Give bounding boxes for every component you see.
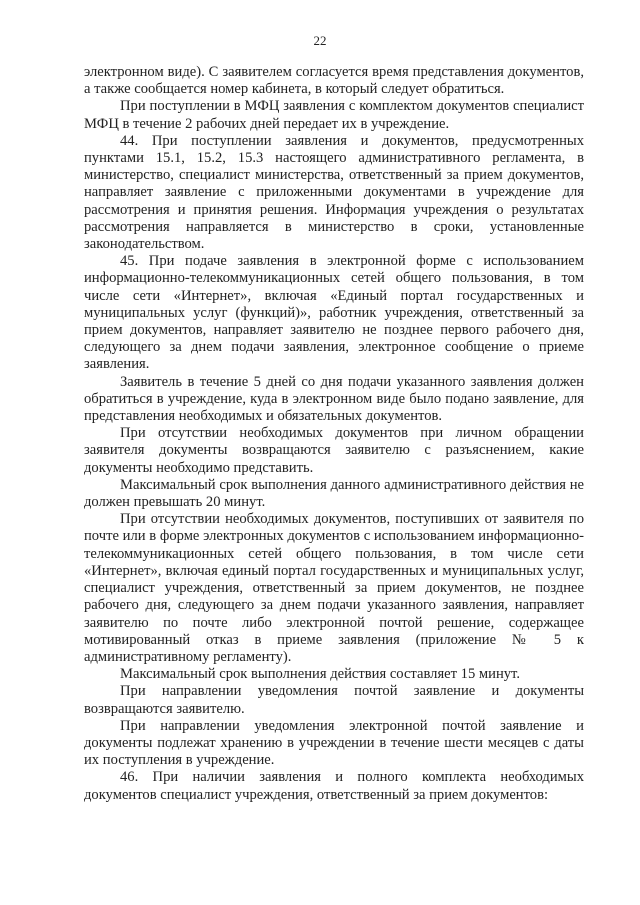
paragraph-46: 46. При наличии заявления и полного комплекта необходимых документов специалист учреждения, ответственный за прием документов: (84, 769, 584, 803)
paragraph-continuation: электронном виде). С заявителем согласуется время представления документов, а также сообщается номер кабинета, в который следует обратиться. (84, 64, 584, 98)
paragraph-missing-docs-personal: При отсутствии необходимых документов при личном обращении заявителя документы возвращаются заявителю с разъяснением, какие документы необходимо представить. (84, 425, 584, 476)
page-number: 22 (313, 33, 327, 48)
paragraph-email-notice: При направлении уведомления электронной почтой заявление и документы подлежат хранению в учреждении в течение шести месяцев с даты их поступления в учреждение. (84, 717, 584, 769)
paragraph-applicant-5-days: Заявитель в течение 5 дней со дня подачи указанного заявления должен обратиться в учреждение, куда в электронном виде было подано заявление, для представления необходимых и обязательных документов. (84, 373, 584, 425)
paragraph-missing-docs-mail: При отсутствии необходимых документов, поступивших от заявителя по почте или в форме электронных документов с использованием информационно-телекоммуникационных сетей общего пользования, в том числе сети «Интернет», включая единый портал государственных и муниципальных услуг, специалист учреждения, ответственный за прием документов, не позднее рабочего дня, следующего за днем подачи указанного заявления, направляет заявителю по почте либо электронной почтой решение, содержащее мотивированный отказ в приеме заявления (приложение № 5 к административному регламенту). (84, 511, 584, 665)
paragraph-max-time-15: Максимальный срок выполнения действия составляет 15 минут. (120, 666, 520, 683)
paragraph-mail-notice: При направлении уведомления почтой заявление и документы возвращаются заявителю. (84, 683, 584, 717)
document-body (84, 64, 584, 804)
paragraph-mfc-transfer: При поступлении в МФЦ заявления с комплектом документов специалист МФЦ в течение 2 рабочих дней передает их в учреждение. (84, 98, 584, 132)
paragraph-45: 45. При подаче заявления в электронной форме с использованием информационно-телекоммуникационных сетей общего пользования, в том числе сети «Интернет», включая «Единый портал государственных и муниципальных услуг (функций)», работник учреждения, ответственный за прием документов, направляет заявителю не позднее первого рабочего дня, следующего за днем подачи заявления, электронное сообщение о приеме заявления. (84, 253, 584, 373)
paragraph-44: 44. При поступлении заявления и документов, предусмотренных пунктами 15.1, 15.2, 15.3 настоящего административного регламента, в министерство, специалист министерства, ответственный за прием документов, направляет заявление с приложенными документами в учреждение для рассмотрения и принятия решения. Информация учреждения о результатах рассмотрения направляется в министерство в сроки, установленные законодательством. (84, 132, 584, 253)
paragraph-max-time-20: Максимальный срок выполнения данного административного действия не должен превышать 20 минут. (84, 476, 584, 511)
